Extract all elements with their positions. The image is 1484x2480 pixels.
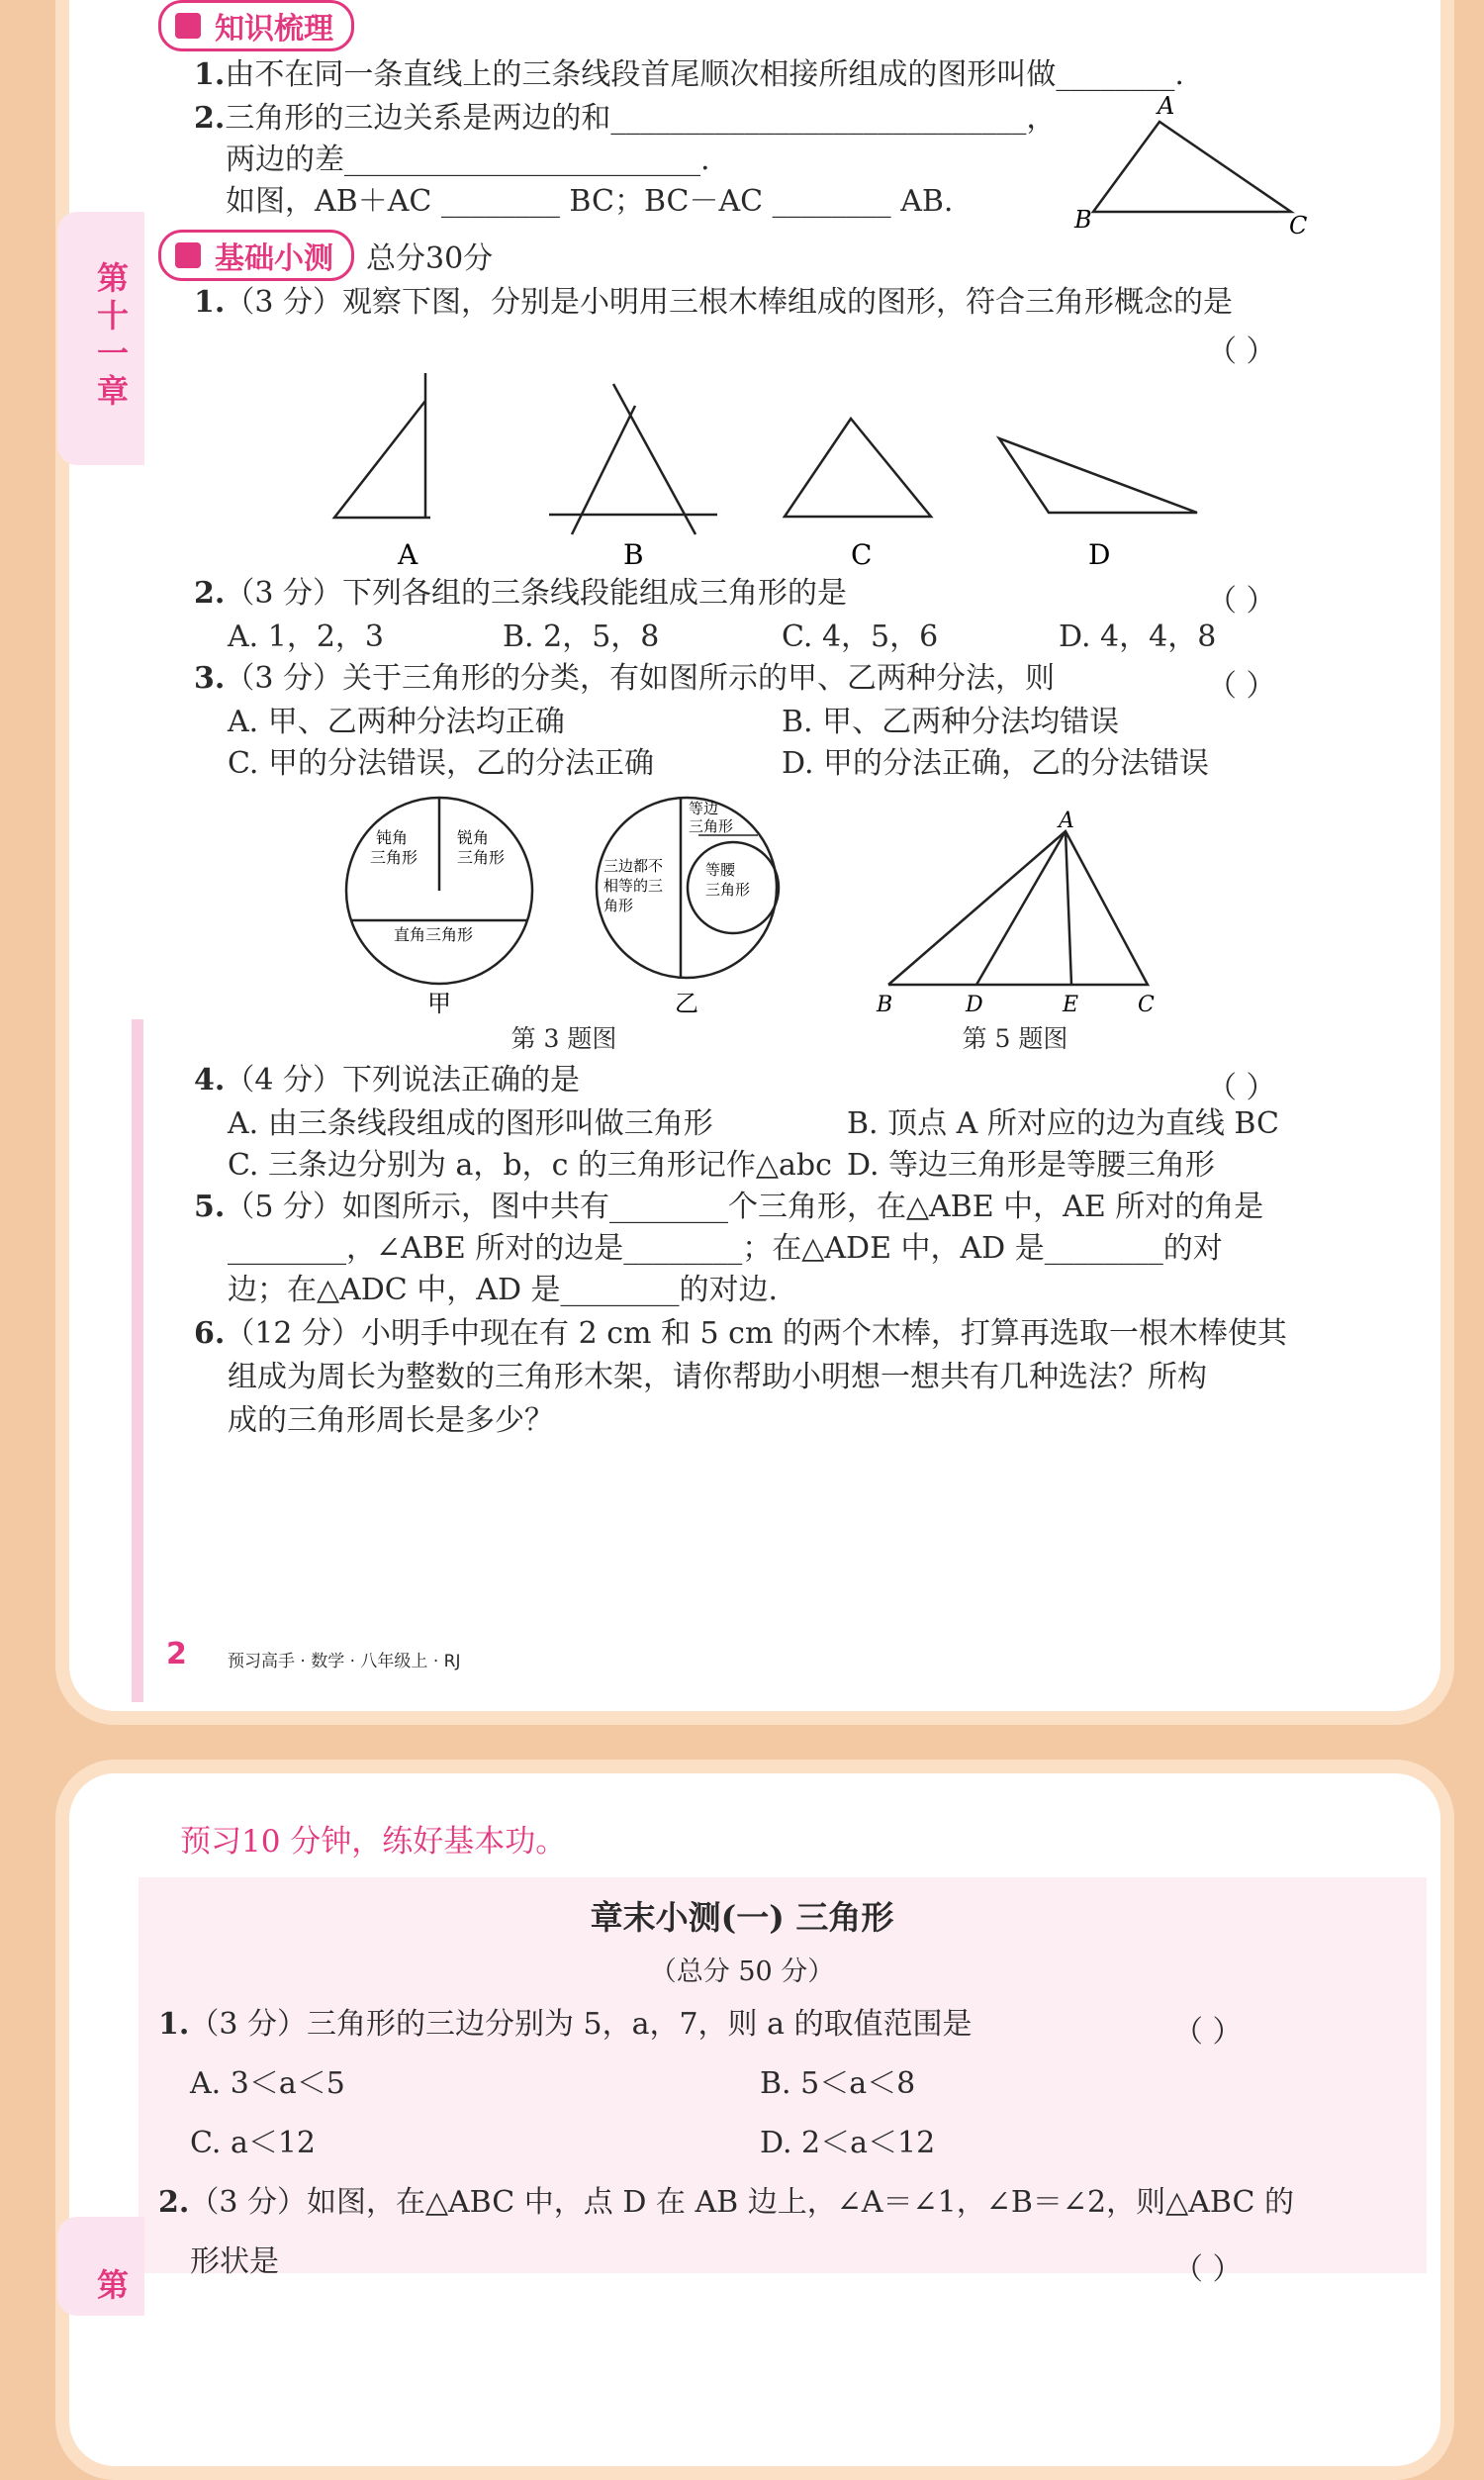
section-total: 总分30分	[366, 241, 494, 276]
q2-option-b: B. 2，5，8	[503, 620, 660, 654]
knowledge-q2: 2.三角形的三边关系是两边的和____________________________，	[194, 101, 1057, 136]
svg-text:E: E	[1063, 993, 1079, 1017]
svg-text:三角形: 三角形	[689, 817, 734, 835]
fig3-caption: 第 3 题图	[510, 1024, 617, 1053]
basic-q4: 4.（4 分）下列说法正确的是	[194, 1063, 580, 1097]
basic-q6: 6.（12 分）小明手中现在有 2 cm 和 5 cm 的两个木棒，打算再选取一根木棒使其	[194, 1316, 1287, 1351]
section-title: 知识梳理	[215, 12, 333, 47]
test-q1-option-b: B. 5＜a＜8	[760, 2066, 916, 2101]
q2-option-d: D. 4，4，8	[1059, 620, 1217, 654]
chapter-tab-label: 第	[96, 2266, 129, 2304]
test-q1-option-a: A. 3＜a＜5	[190, 2066, 345, 2101]
fig5-caption: 第 5 题图	[962, 1024, 1068, 1053]
section-icon	[175, 13, 201, 39]
svg-text:等腰: 等腰	[705, 861, 736, 879]
test-q1: 1.（3 分）三角形的三边分别为 5，a，7，则 a 的取值范围是	[158, 2007, 973, 2042]
svg-text:钝角: 钝角	[376, 828, 409, 847]
section-knowledge-header	[158, 2, 354, 49]
label-c: C	[1289, 212, 1308, 239]
svg-text:乙: 乙	[675, 990, 698, 1017]
svg-text:B: B	[623, 538, 644, 571]
test-q2: 2.（3 分）如图，在△ABC 中，点 D 在 AB 边上，∠A＝∠1，∠B＝∠2，则△ABC 的	[158, 2185, 1294, 2220]
answer-paren[interactable]: （ ）	[1173, 2252, 1243, 2287]
knowledge-q2-line3: 如图，AB＋AC ________ BC；BC－AC ________ AB.	[226, 184, 954, 219]
svg-text:直角三角形: 直角三角形	[394, 925, 474, 944]
svg-text:A: A	[398, 538, 418, 571]
knowledge-q2-line2: 两边的差________________________.	[226, 143, 710, 177]
q4-option-d: D. 等边三角形是等腰三角形	[847, 1148, 1216, 1183]
test-q1-option-c: C. a＜12	[190, 2126, 317, 2160]
answer-paren[interactable]: （ ）	[1207, 584, 1276, 619]
section-basic-header	[158, 232, 493, 279]
basic-q1: 1.（3 分）观察下图，分别是小明用三根木棒组成的图形，符合三角形概念的是	[194, 285, 1233, 320]
svg-text:C: C	[851, 538, 873, 571]
q3-option-b: B. 甲、乙两种分法均错误	[782, 705, 1120, 739]
fig5-triangle	[871, 809, 1177, 1019]
svg-text:三角形: 三角形	[370, 848, 418, 867]
label-a: A	[1158, 92, 1175, 120]
svg-text:锐角: 锐角	[457, 828, 490, 847]
section-icon	[175, 242, 201, 268]
svg-text:D: D	[966, 993, 983, 1017]
chapter-tab-label: 第十一章	[96, 259, 129, 410]
q3-option-c: C. 甲的分法错误，乙的分法正确	[228, 746, 654, 781]
q2-option-a: A. 1，2，3	[228, 620, 384, 654]
svg-text:三边都不: 三边都不	[603, 857, 664, 875]
section-title: 基础小测	[215, 241, 333, 276]
test-q1-option-d: D. 2＜a＜12	[760, 2126, 936, 2160]
q3-option-d: D. 甲的分法正确，乙的分法错误	[782, 746, 1210, 781]
answer-paren[interactable]: （ ）	[1207, 669, 1276, 704]
svg-text:A: A	[1059, 809, 1074, 833]
basic-q3: 3.（3 分）关于三角形的分类，有如图所示的甲、乙两种分法，则	[194, 661, 1055, 696]
figure-b	[549, 384, 717, 571]
q4-option-c: C. 三条边分别为 a，b，c 的三角形记作△abc	[228, 1148, 832, 1183]
q3-option-a: A. 甲、乙两种分法均正确	[228, 705, 565, 739]
basic-q5-line3: 边；在△ADC 中，AD 是________的对边.	[228, 1273, 779, 1307]
knowledge-q1: 1.由不在同一条直线上的三条线段首尾顺次相接所组成的图形叫做________.	[194, 57, 1184, 92]
svg-text:C: C	[1138, 993, 1155, 1017]
label-b: B	[1074, 206, 1092, 234]
basic-q5-line2: ________，∠ABE 所对的边是________；在△ADE 中，AD 是________的对	[228, 1231, 1223, 1266]
svg-text:D: D	[1088, 538, 1111, 571]
footer-text: 预习高手 · 数学 · 八年级上 · RJ	[228, 1652, 461, 1671]
basic-q5: 5.（5 分）如图所示，图中共有________个三角形，在△ABE 中，AE 所对的角是	[194, 1190, 1264, 1224]
svg-text:甲: 甲	[427, 990, 451, 1017]
answer-paren[interactable]: （ ）	[1207, 1071, 1276, 1105]
classification-yi-figure	[590, 792, 797, 1019]
q2-option-c: C. 4，5，6	[782, 620, 939, 654]
answer-paren[interactable]: （ ）	[1207, 334, 1276, 369]
answer-paren[interactable]: （ ）	[1173, 2015, 1243, 2050]
test-q2-line2: 形状是	[190, 2244, 279, 2279]
margin-stripe	[132, 1019, 143, 1702]
basic-q2: 2.（3 分）下列各组的三条线段能组成三角形的是	[194, 576, 847, 611]
svg-text:等边: 等边	[689, 800, 719, 817]
knowledge-triangle-figure	[1068, 92, 1308, 239]
q1-figures	[297, 366, 1247, 574]
q4-option-a: A. 由三条线段组成的图形叫做三角形	[228, 1106, 713, 1141]
basic-q6-line3: 成的三角形周长是多少？	[228, 1403, 554, 1438]
figure-d	[999, 438, 1197, 571]
figure-c	[785, 419, 931, 571]
figure-a	[334, 373, 430, 571]
slogan: 预习10 分钟，练好基本功。	[180, 1824, 567, 1860]
test-title: 章末小测(一) 三角形	[590, 1898, 894, 1937]
svg-text:B: B	[877, 993, 893, 1017]
svg-text:三角形: 三角形	[457, 848, 506, 867]
page-number: 2	[166, 1637, 187, 1671]
svg-text:角形: 角形	[603, 897, 634, 914]
test-subtitle: （总分 50 分）	[649, 1956, 835, 1987]
svg-text:三角形: 三角形	[705, 881, 751, 899]
svg-text:相等的三: 相等的三	[603, 877, 664, 895]
classification-jia-figure	[336, 792, 544, 1019]
basic-q6-line2: 组成为周长为整数的三角形木架，请你帮助小明想一想共有几种选法？所构	[228, 1360, 1207, 1394]
q4-option-b: B. 顶点 A 所对应的边为直线 BC	[847, 1106, 1279, 1141]
